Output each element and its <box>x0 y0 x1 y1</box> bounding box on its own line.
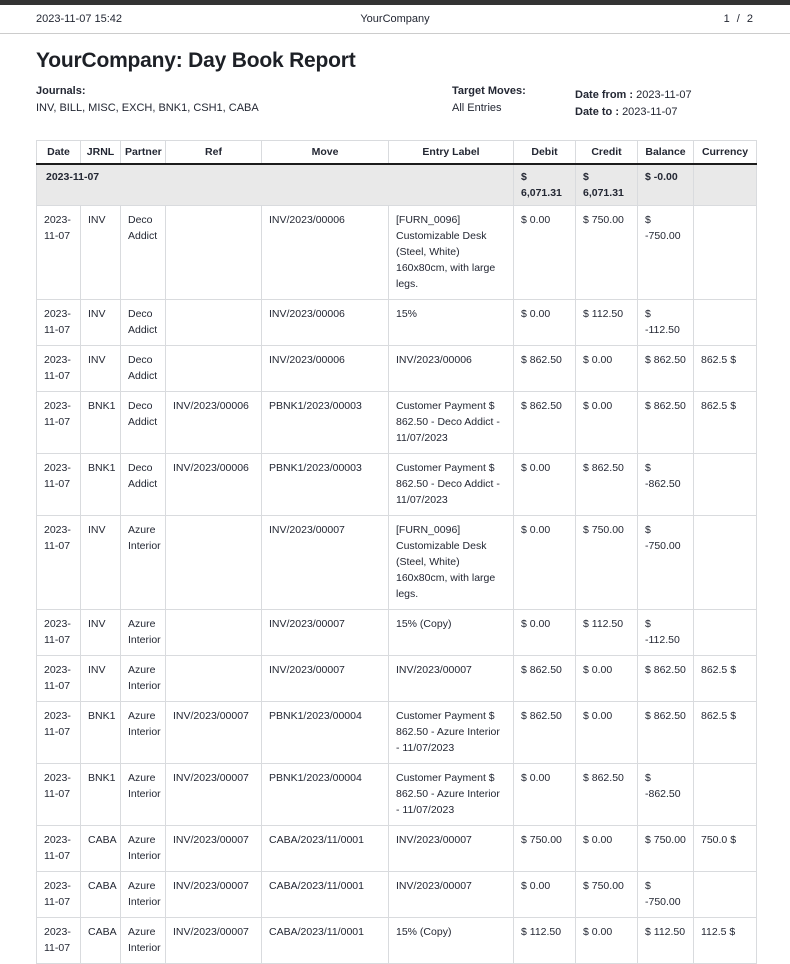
cell-move: INV/2023/00006 <box>262 346 389 392</box>
cell-balance: $ 112.50 <box>638 918 694 964</box>
cell-credit: $ 750.00 <box>576 516 638 610</box>
col-header-partner: Partner <box>121 141 166 165</box>
table-row <box>37 702 757 764</box>
group-date: 2023-11-07 <box>37 164 514 206</box>
cell-balance: $ -750.00 <box>638 206 694 300</box>
cell-jrnl: BNK1 <box>81 764 121 826</box>
cell-currency: 750.0 $ <box>694 826 757 872</box>
cell-balance: $ -112.50 <box>638 610 694 656</box>
cell-balance: $ 862.50 <box>638 702 694 764</box>
cell-partner: Azure Interior <box>121 764 166 826</box>
table-row <box>37 918 757 964</box>
cell-move: CABA/2023/11/0001 <box>262 826 389 872</box>
cell-currency <box>694 454 757 516</box>
cell-balance: $ 862.50 <box>638 656 694 702</box>
cell-move: PBNK1/2023/00003 <box>262 454 389 516</box>
cell-balance: $ -112.50 <box>638 300 694 346</box>
header-datetime: 2023-11-07 15:42 <box>36 13 123 25</box>
table-row <box>37 516 757 610</box>
header-page-indicator: 1 / 2 <box>723 13 755 25</box>
cell-currency <box>694 872 757 918</box>
target-moves-value: All Entries <box>452 102 502 114</box>
cell-move: CABA/2023/11/0001 <box>262 918 389 964</box>
group-currency <box>694 164 757 206</box>
cell-jrnl: INV <box>81 300 121 346</box>
col-header-balance: Balance <box>638 141 694 165</box>
cell-date: 2023-11-07 <box>37 702 81 764</box>
cell-ref: INV/2023/00007 <box>166 764 262 826</box>
cell-debit: $ 0.00 <box>514 454 576 516</box>
cell-credit: $ 0.00 <box>576 826 638 872</box>
header-divider <box>0 33 790 34</box>
cell-entry-label: 15% (Copy) <box>389 918 514 964</box>
cell-credit: $ 862.50 <box>576 454 638 516</box>
cell-currency: 862.5 $ <box>694 702 757 764</box>
cell-credit: $ 112.50 <box>576 610 638 656</box>
table-row <box>37 392 757 454</box>
group-balance: $ -0.00 <box>638 164 694 206</box>
cell-date: 2023-11-07 <box>37 764 81 826</box>
cell-balance: $ 862.50 <box>638 392 694 454</box>
cell-date: 2023-11-07 <box>37 392 81 454</box>
cell-jrnl: BNK1 <box>81 454 121 516</box>
cell-date: 2023-11-07 <box>37 610 81 656</box>
cell-jrnl: BNK1 <box>81 392 121 454</box>
cell-move: INV/2023/00007 <box>262 656 389 702</box>
col-header-ref: Ref <box>166 141 262 165</box>
cell-date: 2023-11-07 <box>37 872 81 918</box>
cell-partner: Deco Addict <box>121 392 166 454</box>
cell-partner: Azure Interior <box>121 516 166 610</box>
date-to-value: 2023-11-07 <box>622 106 678 118</box>
date-to-label: Date to : <box>575 106 619 118</box>
cell-debit: $ 0.00 <box>514 872 576 918</box>
cell-jrnl: INV <box>81 610 121 656</box>
cell-currency <box>694 516 757 610</box>
cell-entry-label: [FURN_0096] Customizable Desk (Steel, White) 160x80cm, with large legs. <box>389 206 514 300</box>
cell-ref: INV/2023/00007 <box>166 826 262 872</box>
col-header-move: Move <box>262 141 389 165</box>
cell-move: CABA/2023/11/0001 <box>262 872 389 918</box>
cell-entry-label: INV/2023/00007 <box>389 872 514 918</box>
cell-currency <box>694 610 757 656</box>
table-header-row <box>37 141 757 165</box>
cell-entry-label: Customer Payment $ 862.50 - Azure Interior - 11/07/2023 <box>389 702 514 764</box>
cell-balance: $ -750.00 <box>638 516 694 610</box>
cell-partner: Azure Interior <box>121 656 166 702</box>
cell-move: INV/2023/00007 <box>262 610 389 656</box>
cell-jrnl: INV <box>81 206 121 300</box>
cell-balance: $ 862.50 <box>638 346 694 392</box>
cell-ref <box>166 206 262 300</box>
cell-ref: INV/2023/00006 <box>166 454 262 516</box>
cell-debit: $ 0.00 <box>514 516 576 610</box>
cell-currency: 862.5 $ <box>694 392 757 454</box>
cell-move: INV/2023/00007 <box>262 516 389 610</box>
cell-credit: $ 750.00 <box>576 206 638 300</box>
cell-date: 2023-11-07 <box>37 206 81 300</box>
col-header-credit: Credit <box>576 141 638 165</box>
table-row <box>37 454 757 516</box>
table-body <box>37 164 757 964</box>
cell-date: 2023-11-07 <box>37 656 81 702</box>
target-moves-label: Target Moves: <box>452 85 526 97</box>
cell-ref: INV/2023/00007 <box>166 918 262 964</box>
cell-debit: $ 862.50 <box>514 346 576 392</box>
cell-credit: $ 0.00 <box>576 702 638 764</box>
cell-ref <box>166 610 262 656</box>
table-row <box>37 346 757 392</box>
cell-debit: $ 862.50 <box>514 392 576 454</box>
cell-partner: Azure Interior <box>121 872 166 918</box>
table-row <box>37 872 757 918</box>
cell-jrnl: INV <box>81 656 121 702</box>
date-from <box>575 85 692 103</box>
cell-ref <box>166 516 262 610</box>
date-from-value: 2023-11-07 <box>636 89 692 101</box>
col-header-debit: Debit <box>514 141 576 165</box>
cell-partner: Deco Addict <box>121 346 166 392</box>
cell-currency: 862.5 $ <box>694 346 757 392</box>
cell-move: INV/2023/00006 <box>262 206 389 300</box>
cell-debit: $ 0.00 <box>514 300 576 346</box>
cell-debit: $ 0.00 <box>514 610 576 656</box>
cell-entry-label: Customer Payment $ 862.50 - Deco Addict - 11/07/2023 <box>389 454 514 516</box>
cell-date: 2023-11-07 <box>37 826 81 872</box>
cell-move: PBNK1/2023/00004 <box>262 702 389 764</box>
cell-ref: INV/2023/00007 <box>166 702 262 764</box>
table-row <box>37 206 757 300</box>
cell-move: INV/2023/00006 <box>262 300 389 346</box>
header-company: YourCompany <box>360 13 430 25</box>
date-from-label: Date from : <box>575 89 634 101</box>
cell-balance: $ 750.00 <box>638 826 694 872</box>
cell-ref <box>166 300 262 346</box>
cell-ref: INV/2023/00006 <box>166 392 262 454</box>
table-row <box>37 656 757 702</box>
cell-entry-label: INV/2023/00007 <box>389 656 514 702</box>
cell-ref <box>166 346 262 392</box>
cell-jrnl: CABA <box>81 918 121 964</box>
cell-credit: $ 750.00 <box>576 872 638 918</box>
date-to <box>575 102 678 120</box>
cell-jrnl: CABA <box>81 872 121 918</box>
cell-entry-label: INV/2023/00007 <box>389 826 514 872</box>
journals-value: INV, BILL, MISC, EXCH, BNK1, CSH1, CABA <box>36 102 259 114</box>
cell-entry-label: 15% (Copy) <box>389 610 514 656</box>
cell-date: 2023-11-07 <box>37 918 81 964</box>
cell-jrnl: INV <box>81 516 121 610</box>
cell-entry-label: 15% <box>389 300 514 346</box>
cell-move: PBNK1/2023/00004 <box>262 764 389 826</box>
cell-move: PBNK1/2023/00003 <box>262 392 389 454</box>
cell-partner: Azure Interior <box>121 610 166 656</box>
cell-credit: $ 0.00 <box>576 656 638 702</box>
cell-debit: $ 750.00 <box>514 826 576 872</box>
cell-ref <box>166 656 262 702</box>
cell-currency <box>694 764 757 826</box>
cell-debit: $ 112.50 <box>514 918 576 964</box>
cell-credit: $ 112.50 <box>576 300 638 346</box>
cell-currency <box>694 206 757 300</box>
cell-entry-label: Customer Payment $ 862.50 - Azure Interior - 11/07/2023 <box>389 764 514 826</box>
cell-entry-label: [FURN_0096] Customizable Desk (Steel, White) 160x80cm, with large legs. <box>389 516 514 610</box>
col-header-jrnl: JRNL <box>81 141 121 165</box>
cell-date: 2023-11-07 <box>37 516 81 610</box>
cell-currency: 112.5 $ <box>694 918 757 964</box>
cell-credit: $ 0.00 <box>576 392 638 454</box>
table-row <box>37 610 757 656</box>
table-row <box>37 826 757 872</box>
table-row <box>37 300 757 346</box>
cell-partner: Azure Interior <box>121 826 166 872</box>
cell-partner: Deco Addict <box>121 454 166 516</box>
cell-ref: INV/2023/00007 <box>166 872 262 918</box>
col-header-date: Date <box>37 141 81 165</box>
cell-credit: $ 862.50 <box>576 764 638 826</box>
cell-debit: $ 862.50 <box>514 702 576 764</box>
table-row <box>37 764 757 826</box>
cell-jrnl: BNK1 <box>81 702 121 764</box>
cell-entry-label: Customer Payment $ 862.50 - Deco Addict - 11/07/2023 <box>389 392 514 454</box>
cell-credit: $ 0.00 <box>576 346 638 392</box>
group-debit: $ 6,071.31 <box>514 164 576 206</box>
cell-date: 2023-11-07 <box>37 346 81 392</box>
col-header-currency: Currency <box>694 141 757 165</box>
cell-currency <box>694 300 757 346</box>
cell-debit: $ 862.50 <box>514 656 576 702</box>
cell-jrnl: CABA <box>81 826 121 872</box>
group-credit: $ 6,071.31 <box>576 164 638 206</box>
journals-label: Journals: <box>36 85 86 97</box>
cell-partner: Azure Interior <box>121 918 166 964</box>
table-header <box>37 141 757 165</box>
col-header-entry-label: Entry Label <box>389 141 514 165</box>
cell-debit: $ 0.00 <box>514 206 576 300</box>
cell-partner: Deco Addict <box>121 206 166 300</box>
cell-partner: Azure Interior <box>121 702 166 764</box>
cell-currency: 862.5 $ <box>694 656 757 702</box>
cell-jrnl: INV <box>81 346 121 392</box>
cell-credit: $ 0.00 <box>576 918 638 964</box>
cell-date: 2023-11-07 <box>37 454 81 516</box>
cell-balance: $ -862.50 <box>638 454 694 516</box>
date-group-row <box>37 164 757 206</box>
cell-balance: $ -750.00 <box>638 872 694 918</box>
page-title: YourCompany: Day Book Report <box>36 49 356 72</box>
cell-debit: $ 0.00 <box>514 764 576 826</box>
top-bar <box>0 0 790 5</box>
cell-date: 2023-11-07 <box>37 300 81 346</box>
cell-entry-label: INV/2023/00006 <box>389 346 514 392</box>
cell-balance: $ -862.50 <box>638 764 694 826</box>
daybook-table <box>36 140 757 964</box>
cell-partner: Deco Addict <box>121 300 166 346</box>
